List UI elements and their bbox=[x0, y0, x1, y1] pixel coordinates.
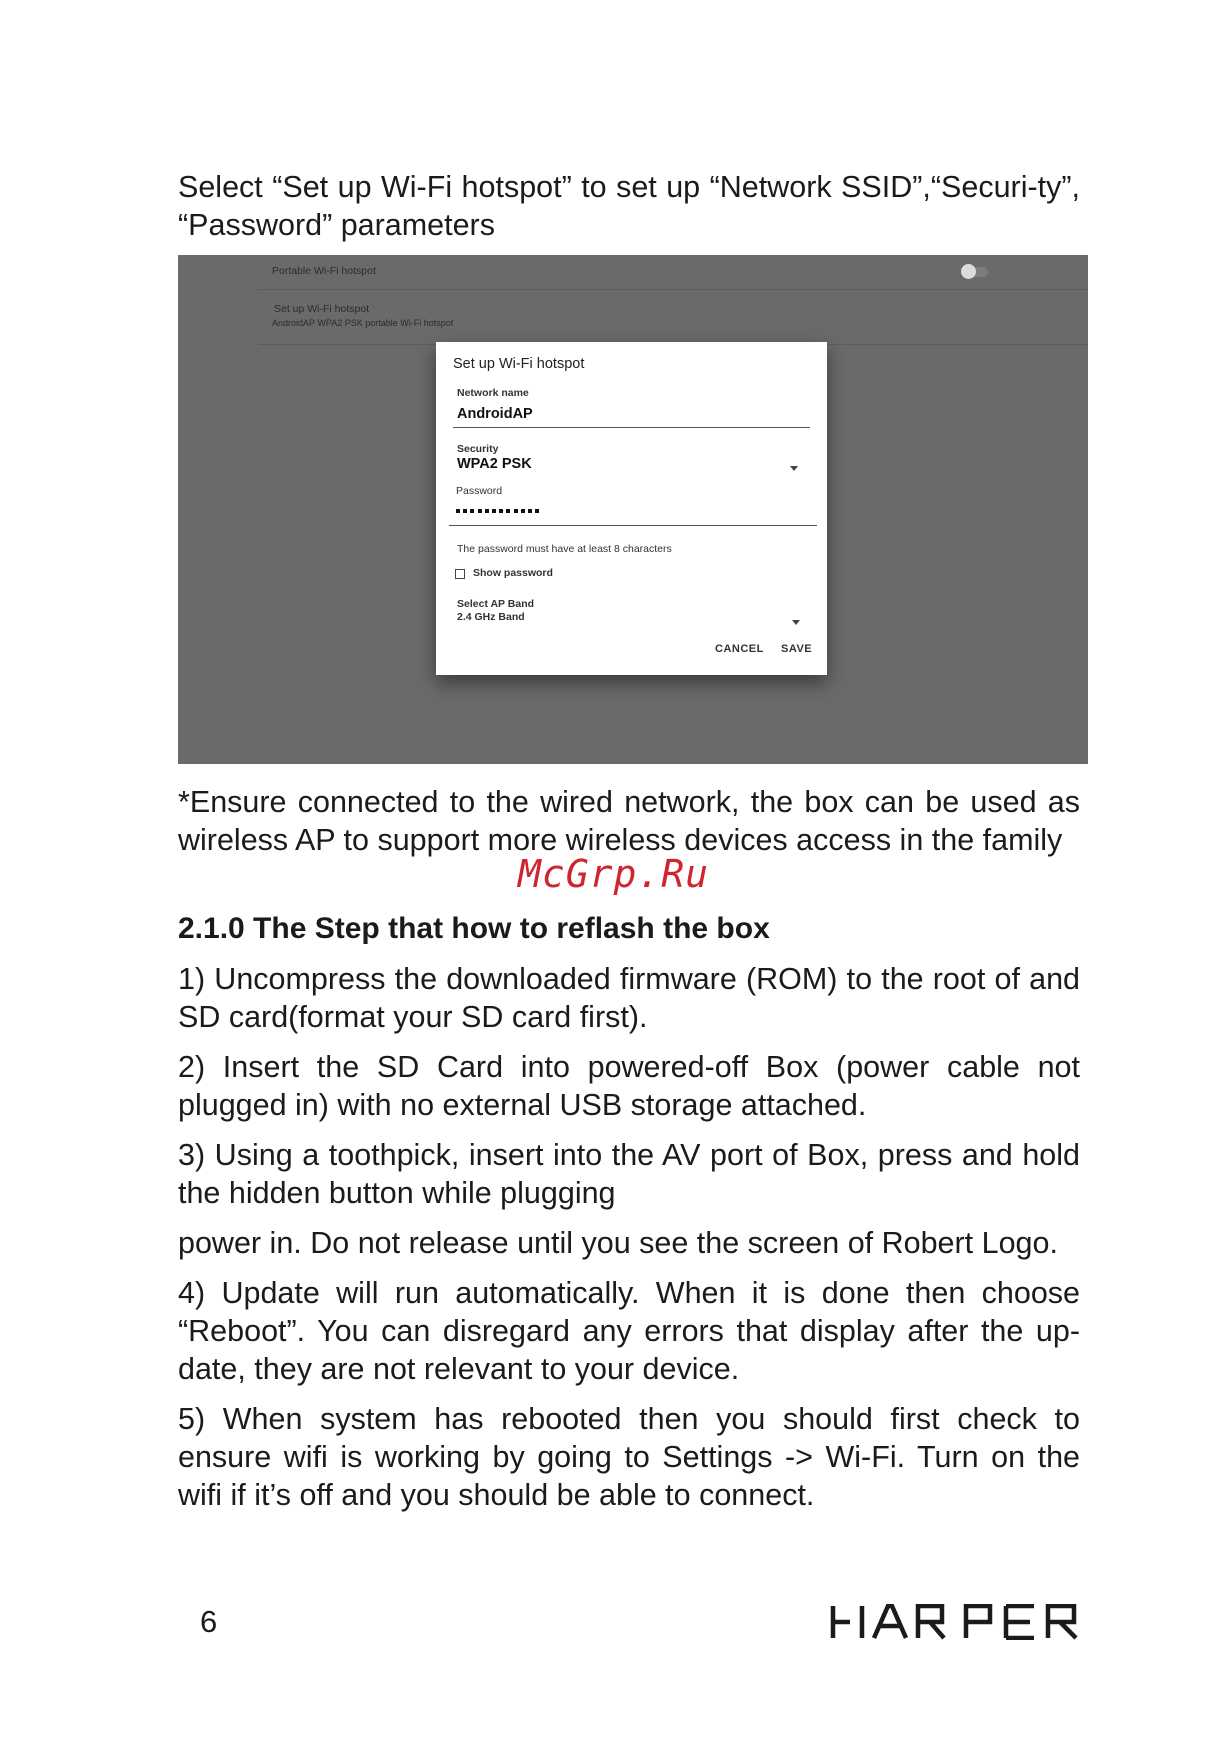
divider bbox=[258, 289, 1088, 290]
cancel-button[interactable]: CANCEL bbox=[715, 643, 764, 655]
hotspot-settings-screenshot bbox=[178, 255, 1088, 764]
portable-hotspot-label: Portable Wi-Fi hotspot bbox=[272, 265, 376, 277]
setup-hotspot-row-title[interactable]: Set up Wi-Fi hotspot bbox=[274, 303, 370, 315]
chevron-down-icon[interactable] bbox=[792, 620, 800, 625]
note-paragraph: *Ensure connected to the wired network, the box can be used as wireless AP to support more wireless devices access in the family bbox=[178, 785, 1080, 857]
show-password-label[interactable]: Show password bbox=[473, 567, 553, 579]
password-label: Password bbox=[456, 485, 503, 497]
page-number: 6 bbox=[200, 1604, 218, 1639]
password-hint: The password must have at least 8 characters bbox=[457, 543, 672, 555]
network-name-underline bbox=[453, 427, 810, 428]
chevron-down-icon[interactable] bbox=[790, 466, 798, 471]
network-name-input[interactable]: AndroidAP bbox=[457, 406, 533, 422]
watermark: McGrp.Ru bbox=[518, 852, 710, 896]
step-3: 3) Using a toothpick, insert into the AV port of Box, press and hold the hidden button while plugging bbox=[178, 1138, 1080, 1210]
ap-band-select[interactable]: 2.4 GHz Band bbox=[457, 611, 525, 623]
show-password-checkbox[interactable] bbox=[455, 569, 465, 579]
ap-band-label: Select AP Band bbox=[457, 598, 535, 610]
hotspot-toggle-knob[interactable] bbox=[961, 264, 976, 279]
network-name-label: Network name bbox=[457, 387, 529, 399]
step-3-continued: power in. Do not release until you see the screen of Robert Logo. bbox=[178, 1226, 1058, 1260]
dialog-title: Set up Wi-Fi hotspot bbox=[453, 356, 585, 372]
harper-logo bbox=[830, 1604, 1082, 1640]
intro-paragraph: Select “Set up Wi-Fi hotspot” to set up “Network SSID”,“Securi-ty”, “Password” parameters bbox=[178, 170, 1080, 242]
password-input[interactable] bbox=[456, 509, 539, 513]
setup-hotspot-row-subtitle: AndroidAP WPA2 PSK portable Wi-Fi hotspot bbox=[272, 318, 454, 328]
security-label: Security bbox=[457, 443, 499, 455]
security-select[interactable]: WPA2 PSK bbox=[457, 456, 532, 472]
step-4: 4) Update will run automatically. When it is done then choose “Reboot”. You can disregard any errors that display after the up-date, they are not relevant to your device. bbox=[178, 1276, 1080, 1386]
password-underline bbox=[449, 525, 817, 526]
step-5: 5) When system has rebooted then you should first check to ensure wifi is working by going to Settings -> Wi-Fi. Turn on the wifi if it’s off and you should be able to connect. bbox=[178, 1402, 1080, 1512]
section-heading: 2.1.0 The Step that how to reflash the box bbox=[178, 912, 770, 945]
setup-hotspot-dialog bbox=[436, 342, 827, 675]
step-1: 1) Uncompress the downloaded firmware (ROM) to the root of and SD card(format your SD card first). bbox=[178, 962, 1080, 1034]
save-button[interactable]: SAVE bbox=[781, 643, 813, 655]
step-2: 2) Insert the SD Card into powered-off Box (power cable not plugged in) with no external USB storage attached. bbox=[178, 1050, 1080, 1122]
